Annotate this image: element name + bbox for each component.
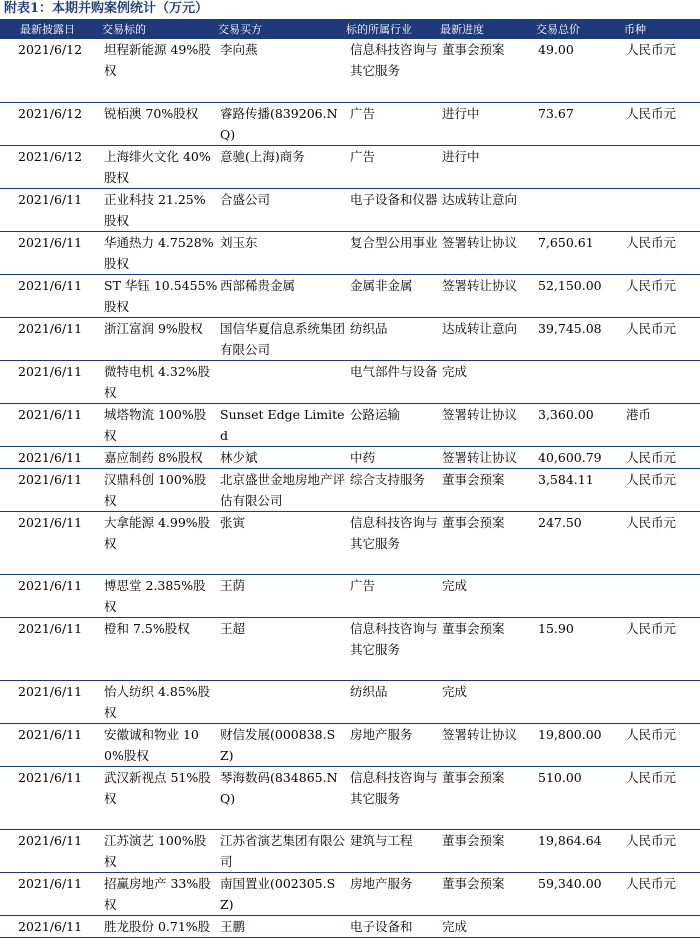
cell-progress: 签署转让协议 <box>440 723 536 766</box>
cell-date: 2021/6/11 <box>0 766 102 829</box>
cell-buyer: 意驰(上海)商务 <box>218 145 346 188</box>
cell-target: 上海绯火文化 40%股权 <box>102 145 218 188</box>
cell-date: 2021/6/11 <box>0 829 102 872</box>
cell-price: 3,360.00 <box>536 403 624 446</box>
table-row <box>0 680 700 723</box>
table-row <box>0 723 700 766</box>
cell-progress: 完成 <box>440 915 536 937</box>
cell-target: 江苏演艺 100%股权 <box>102 829 218 872</box>
cell-progress: 达成转让意向 <box>440 317 536 360</box>
cell-progress: 签署转让协议 <box>440 231 536 274</box>
cell-progress: 签署转让协议 <box>440 403 536 446</box>
cell-target: 微特电机 4.32%股权 <box>102 360 218 403</box>
cell-date: 2021/6/11 <box>0 872 102 915</box>
cell-target: 华通热力 4.7528%股权 <box>102 231 218 274</box>
cell-target: 胜龙股份 0.71%股 <box>102 915 218 937</box>
cell-currency: 人民币元 <box>624 829 700 872</box>
col-header-industry: 标的所属行业 <box>346 19 440 39</box>
col-header-currency: 币种 <box>624 19 700 39</box>
col-header-price: 交易总价 <box>536 19 624 39</box>
cell-buyer: 张寅 <box>218 511 346 574</box>
table-title: 附表1：本期并购案例统计（万元） <box>4 1 209 16</box>
table-row <box>0 574 700 617</box>
cell-progress: 进行中 <box>440 102 536 145</box>
cell-date: 2021/6/11 <box>0 317 102 360</box>
cell-buyer: 刘玉东 <box>218 231 346 274</box>
cell-progress: 董事会预案 <box>440 39 536 102</box>
cell-buyer: 合盛公司 <box>218 188 346 231</box>
cell-currency: 人民币元 <box>624 617 700 680</box>
cell-price: 40,600.79 <box>536 446 624 468</box>
cell-currency: 人民币元 <box>624 317 700 360</box>
table-row <box>0 274 700 317</box>
table-row <box>0 468 700 511</box>
table-header-row <box>0 19 700 39</box>
cell-industry: 信息科技咨询与其它服务 <box>346 39 440 102</box>
cell-price <box>536 680 624 723</box>
cell-industry: 中药 <box>346 446 440 468</box>
cell-target: 锐栢澳 70%股权 <box>102 102 218 145</box>
cell-industry: 金属非金属 <box>346 274 440 317</box>
cell-industry: 信息科技咨询与其它服务 <box>346 766 440 829</box>
cell-price: 247.50 <box>536 511 624 574</box>
cell-progress: 董事会预案 <box>440 766 536 829</box>
cell-progress: 董事会预案 <box>440 617 536 680</box>
cell-currency: 人民币元 <box>624 274 700 317</box>
cell-target: 正业科技 21.25%股权 <box>102 188 218 231</box>
cell-currency <box>624 360 700 403</box>
cell-price: 7,650.61 <box>536 231 624 274</box>
cell-date: 2021/6/12 <box>0 102 102 145</box>
cell-industry: 信息科技咨询与其它服务 <box>346 511 440 574</box>
cell-industry: 广告 <box>346 145 440 188</box>
cell-industry: 电子设备和仪器 <box>346 188 440 231</box>
cell-currency: 人民币元 <box>624 39 700 102</box>
cell-target: 博思堂 2.385%股权 <box>102 574 218 617</box>
cell-currency: 港币 <box>624 403 700 446</box>
table-row <box>0 145 700 188</box>
cell-currency: 人民币元 <box>624 468 700 511</box>
cell-currency: 人民币元 <box>624 102 700 145</box>
cell-price: 59,340.00 <box>536 872 624 915</box>
cell-industry: 纺织品 <box>346 317 440 360</box>
cell-date: 2021/6/11 <box>0 231 102 274</box>
col-header-date: 最新披露日 <box>0 19 102 39</box>
cell-currency: 人民币元 <box>624 766 700 829</box>
cell-date: 2021/6/11 <box>0 915 102 937</box>
cell-buyer: 李向燕 <box>218 39 346 102</box>
cell-target: 大拿能源 4.99%股权 <box>102 511 218 574</box>
cell-price <box>536 145 624 188</box>
cell-target: 嘉应制药 8%股权 <box>102 446 218 468</box>
cell-price: 73.67 <box>536 102 624 145</box>
cell-buyer <box>218 360 346 403</box>
cell-target: 汉鼎科创 100%股权 <box>102 468 218 511</box>
cell-price: 3,584.11 <box>536 468 624 511</box>
cell-date: 2021/6/11 <box>0 680 102 723</box>
cell-currency <box>624 915 700 937</box>
cell-price <box>536 360 624 403</box>
cell-buyer: Sunset Edge Limited <box>218 403 346 446</box>
cell-progress: 董事会预案 <box>440 468 536 511</box>
table-row <box>0 39 700 102</box>
cell-date: 2021/6/11 <box>0 468 102 511</box>
cell-date: 2021/6/11 <box>0 446 102 468</box>
col-header-progress: 最新进度 <box>440 19 536 39</box>
cell-buyer: 北京盛世金地房地产评估有限公司 <box>218 468 346 511</box>
cell-progress: 董事会预案 <box>440 872 536 915</box>
ma-cases-table <box>0 19 700 938</box>
table-row <box>0 872 700 915</box>
table-row <box>0 915 700 937</box>
cell-buyer: 西部稀贵金属 <box>218 274 346 317</box>
cell-progress: 董事会预案 <box>440 511 536 574</box>
cell-currency: 人民币元 <box>624 872 700 915</box>
cell-target: 招赢房地产 33%股权 <box>102 872 218 915</box>
cell-industry: 建筑与工程 <box>346 829 440 872</box>
cell-price: 52,150.00 <box>536 274 624 317</box>
cell-date: 2021/6/11 <box>0 188 102 231</box>
cell-buyer: 王超 <box>218 617 346 680</box>
col-header-target: 交易标的 <box>102 19 218 39</box>
cell-price: 19,800.00 <box>536 723 624 766</box>
cell-buyer: 财信发展(000838.SZ) <box>218 723 346 766</box>
cell-currency: 人民币元 <box>624 723 700 766</box>
cell-progress: 进行中 <box>440 145 536 188</box>
cell-industry: 电气部件与设备 <box>346 360 440 403</box>
table-row <box>0 360 700 403</box>
cell-currency: 人民币元 <box>624 511 700 574</box>
cell-price <box>536 188 624 231</box>
cell-buyer: 江苏省演艺集团有限公司 <box>218 829 346 872</box>
cell-buyer: 南国置业(002305.SZ) <box>218 872 346 915</box>
cell-progress: 签署转让协议 <box>440 274 536 317</box>
cell-date: 2021/6/12 <box>0 39 102 102</box>
table-row <box>0 829 700 872</box>
cell-currency <box>624 188 700 231</box>
cell-date: 2021/6/11 <box>0 574 102 617</box>
cell-currency: 人民币元 <box>624 231 700 274</box>
table-row <box>0 188 700 231</box>
cell-progress: 签署转让协议 <box>440 446 536 468</box>
cell-progress: 董事会预案 <box>440 829 536 872</box>
cell-industry: 广告 <box>346 574 440 617</box>
cell-price <box>536 915 624 937</box>
table-row <box>0 617 700 680</box>
table-row <box>0 766 700 829</box>
cell-industry: 公路运输 <box>346 403 440 446</box>
cell-target: 橙和 7.5%股权 <box>102 617 218 680</box>
cell-date: 2021/6/11 <box>0 274 102 317</box>
cell-progress: 达成转让意向 <box>440 188 536 231</box>
cell-price: 49.00 <box>536 39 624 102</box>
col-header-buyer: 交易买方 <box>218 19 346 39</box>
cell-currency: 人民币元 <box>624 446 700 468</box>
cell-buyer: 林少斌 <box>218 446 346 468</box>
cell-currency <box>624 145 700 188</box>
table-row <box>0 446 700 468</box>
cell-progress: 完成 <box>440 360 536 403</box>
cell-price <box>536 574 624 617</box>
table-row <box>0 317 700 360</box>
cell-progress: 完成 <box>440 574 536 617</box>
cell-date: 2021/6/11 <box>0 617 102 680</box>
cell-target: ST 华钰 10.5455%股权 <box>102 274 218 317</box>
cell-industry: 复合型公用事业 <box>346 231 440 274</box>
cell-industry: 纺织品 <box>346 680 440 723</box>
cell-target: 怡人纺织 4.85%股权 <box>102 680 218 723</box>
cell-industry: 综合支持服务 <box>346 468 440 511</box>
table-row <box>0 511 700 574</box>
cell-buyer: 国信华夏信息系统集团有限公司 <box>218 317 346 360</box>
cell-target: 城塔物流 100%股权 <box>102 403 218 446</box>
cell-target: 安徽诚和物业 100%股权 <box>102 723 218 766</box>
cell-date: 2021/6/11 <box>0 723 102 766</box>
cell-currency <box>624 680 700 723</box>
cell-industry: 广告 <box>346 102 440 145</box>
cell-price: 15.90 <box>536 617 624 680</box>
cell-date: 2021/6/11 <box>0 511 102 574</box>
cell-target: 浙江富润 9%股权 <box>102 317 218 360</box>
cell-buyer: 王荫 <box>218 574 346 617</box>
cell-price: 39,745.08 <box>536 317 624 360</box>
cell-industry: 信息科技咨询与其它服务 <box>346 617 440 680</box>
table-row <box>0 403 700 446</box>
cell-industry: 电子设备和 <box>346 915 440 937</box>
cell-progress: 完成 <box>440 680 536 723</box>
cell-target: 坦程新能源 49%股权 <box>102 39 218 102</box>
cell-currency <box>624 574 700 617</box>
cell-date: 2021/6/11 <box>0 360 102 403</box>
cell-buyer: 王鹏 <box>218 915 346 937</box>
cell-industry: 房地产服务 <box>346 723 440 766</box>
cell-industry: 房地产服务 <box>346 872 440 915</box>
cell-buyer: 琴海数码(834865.NQ) <box>218 766 346 829</box>
cell-price: 510.00 <box>536 766 624 829</box>
cell-price: 19,864.64 <box>536 829 624 872</box>
table-row <box>0 231 700 274</box>
table-row <box>0 102 700 145</box>
cell-date: 2021/6/11 <box>0 403 102 446</box>
cell-target: 武汉新视点 51%股权 <box>102 766 218 829</box>
cell-buyer <box>218 680 346 723</box>
cell-date: 2021/6/12 <box>0 145 102 188</box>
cell-buyer: 睿路传播(839206.NQ) <box>218 102 346 145</box>
